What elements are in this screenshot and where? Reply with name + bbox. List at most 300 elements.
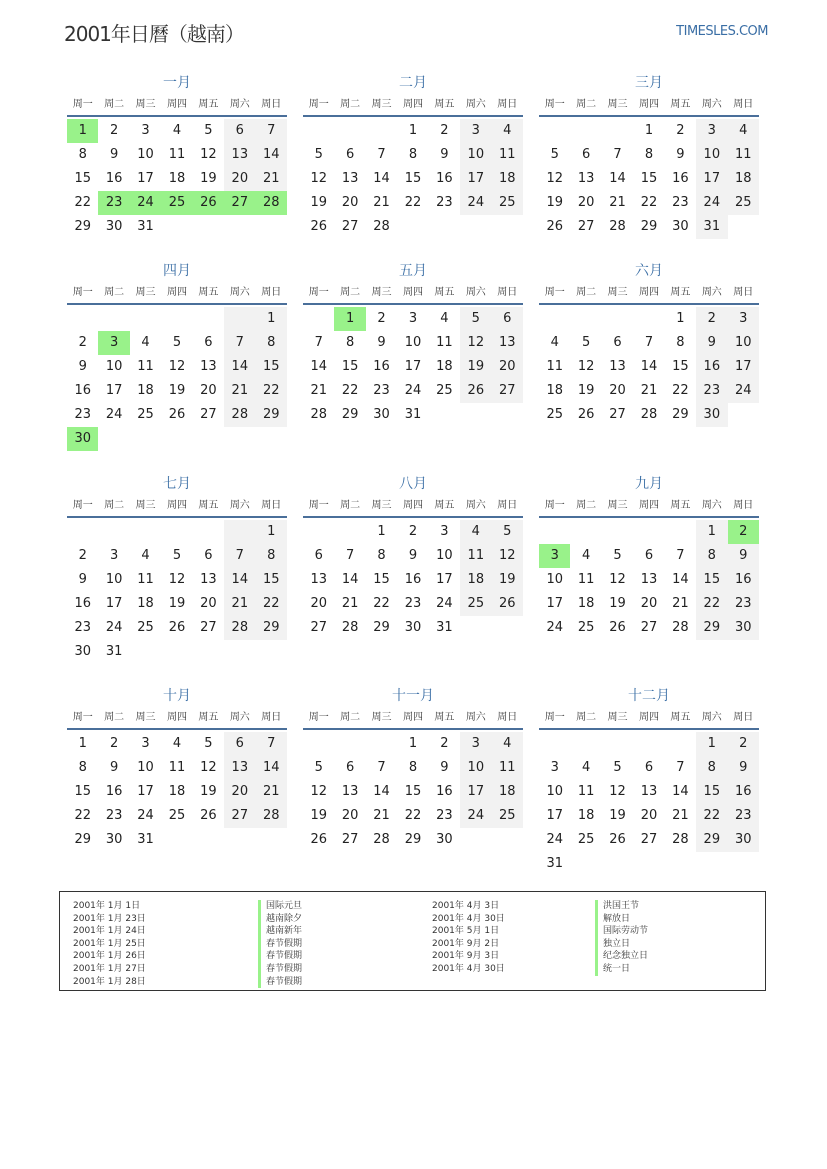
empty-cell <box>193 307 224 331</box>
weekday-label: 周六 <box>701 99 722 110</box>
month-name: 六月 <box>635 263 663 279</box>
empty-cell <box>570 732 601 756</box>
day-cell: 22 <box>373 596 390 611</box>
day-cell: 16 <box>105 784 123 799</box>
empty-cell <box>602 520 633 544</box>
month-name: 三月 <box>635 75 663 91</box>
weekday-label: 周六 <box>465 99 486 110</box>
day-cell: 5 <box>172 548 182 563</box>
day-cell: 24 <box>105 407 123 422</box>
day-cell: 25 <box>546 407 563 422</box>
legend-right-names <box>595 900 648 976</box>
empty-cell <box>161 640 192 664</box>
day-cell: 20 <box>492 355 523 379</box>
weekday-label: 周一 <box>308 99 329 110</box>
weekday-label: 周五 <box>198 99 219 110</box>
holiday-name: 独立日 <box>603 938 631 949</box>
day-cell: 4 <box>492 732 523 756</box>
weekday-label: 周四 <box>402 500 423 511</box>
day-cell: 24 <box>696 191 727 215</box>
day-cell: 4 <box>172 736 182 751</box>
empty-cell <box>67 520 98 544</box>
day-cell: 7 <box>224 331 255 355</box>
day-cell: 5 <box>581 335 591 350</box>
day-cell: 4 <box>141 548 150 563</box>
day-cell: 16 <box>74 383 91 398</box>
day-cell: 15 <box>74 784 91 799</box>
month-name: 一月 <box>163 75 191 91</box>
day-cell: 20 <box>577 195 595 210</box>
day-cell: 24 <box>105 620 123 635</box>
day-cell: 15 <box>696 568 727 592</box>
empty-cell <box>98 427 129 451</box>
day-cell: 12 <box>577 359 595 374</box>
day-cell: 9 <box>109 147 119 162</box>
day-cell: 10 <box>105 359 123 374</box>
day-cell: 3 <box>460 732 491 756</box>
day-cell: 25 <box>728 191 759 215</box>
day-cell: 30 <box>404 620 422 635</box>
day-cell: 29 <box>256 616 287 640</box>
empty-cell <box>728 215 759 239</box>
day-cell: 4 <box>581 548 591 563</box>
weekday-label: 周六 <box>465 287 486 298</box>
empty-cell <box>224 307 255 331</box>
holiday-name: 越南新年 <box>266 926 303 937</box>
empty-cell <box>460 403 491 427</box>
empty-cell <box>492 616 523 640</box>
day-cell: 10 <box>728 331 759 355</box>
month-block <box>539 72 759 260</box>
day-cell: 3 <box>98 331 129 355</box>
day-cell: 16 <box>672 171 689 186</box>
day-cell: 21 <box>373 808 390 823</box>
month-name: 四月 <box>163 263 191 279</box>
month-block <box>303 72 523 260</box>
day-grid <box>539 305 759 427</box>
empty-cell <box>224 427 255 451</box>
day-cell: 28 <box>256 804 287 828</box>
day-cell: 24 <box>436 596 453 611</box>
month-name: 七月 <box>163 476 191 492</box>
empty-cell <box>303 307 334 331</box>
page-title: 2001年日曆（越南） <box>64 22 244 46</box>
weekday-label: 周三 <box>607 500 628 511</box>
empty-cell <box>570 307 601 331</box>
day-cell: 22 <box>404 195 422 210</box>
day-cell: 26 <box>168 620 186 635</box>
weekday-label: 周日 <box>497 712 518 723</box>
day-cell: 7 <box>256 119 287 143</box>
day-cell: 14 <box>310 359 327 374</box>
weekday-label: 周三 <box>607 287 628 298</box>
holiday-name: 国际元旦 <box>266 901 303 911</box>
weekday-label: 周二 <box>340 712 361 723</box>
day-cell: 26 <box>200 808 217 823</box>
day-cell: 1 <box>67 119 98 143</box>
day-cell: 17 <box>137 784 154 799</box>
day-cell: 28 <box>672 832 689 847</box>
weekday-header <box>539 495 759 518</box>
day-cell: 25 <box>492 804 523 828</box>
day-cell: 25 <box>137 407 154 422</box>
day-cell: 10 <box>546 572 563 587</box>
empty-cell <box>539 732 570 756</box>
day-cell: 19 <box>200 171 217 186</box>
weekday-label: 周五 <box>198 712 219 723</box>
day-cell: 20 <box>341 195 359 210</box>
empty-cell <box>161 307 192 331</box>
weekday-label: 周一 <box>308 500 329 511</box>
weekday-label: 周三 <box>135 99 156 110</box>
day-cell: 6 <box>644 548 654 563</box>
day-cell: 23 <box>728 592 759 616</box>
day-cell: 22 <box>404 808 422 823</box>
month-block <box>303 473 523 685</box>
day-cell: 1 <box>256 520 287 544</box>
day-cell: 2 <box>728 732 759 756</box>
day-cell: 23 <box>373 383 390 398</box>
empty-cell <box>256 427 287 451</box>
day-cell: 25 <box>161 191 192 215</box>
weekday-label: 周三 <box>135 500 156 511</box>
weekday-label: 周六 <box>465 500 486 511</box>
weekday-label: 周五 <box>434 287 455 298</box>
day-cell: 17 <box>137 171 154 186</box>
day-grid <box>539 730 759 876</box>
day-cell: 6 <box>492 307 523 331</box>
holiday-date: 2001年 5月 1日 <box>432 926 500 937</box>
holiday-name: 解放日 <box>603 913 631 924</box>
empty-cell <box>633 852 664 876</box>
empty-cell <box>728 852 759 876</box>
empty-cell <box>193 215 224 239</box>
day-cell: 21 <box>256 780 287 804</box>
day-cell: 30 <box>67 427 98 451</box>
day-cell: 9 <box>377 335 386 350</box>
empty-cell <box>193 828 224 852</box>
day-cell: 11 <box>728 143 759 167</box>
month-block <box>303 685 523 878</box>
holiday-name: 春节假期 <box>266 976 303 987</box>
empty-cell <box>256 215 287 239</box>
day-cell: 18 <box>728 167 759 191</box>
holiday-date: 2001年 1月 25日 <box>73 938 146 949</box>
day-cell: 23 <box>728 804 759 828</box>
day-cell: 19 <box>609 596 626 611</box>
day-cell: 20 <box>200 596 217 611</box>
weekday-label: 周二 <box>104 712 125 723</box>
day-cell: 27 <box>341 832 359 847</box>
day-cell: 23 <box>672 195 689 210</box>
day-cell: 3 <box>728 307 759 331</box>
day-cell: 25 <box>577 832 595 847</box>
day-cell: 10 <box>105 572 123 587</box>
weekday-label: 周五 <box>198 500 219 511</box>
day-cell: 29 <box>640 219 658 234</box>
day-cell: 1 <box>78 736 87 751</box>
site-brand[interactable]: TIMESLES.COM <box>676 24 768 39</box>
weekday-label: 周一 <box>72 99 93 110</box>
empty-cell <box>256 828 287 852</box>
day-cell: 28 <box>640 407 658 422</box>
day-cell: 19 <box>168 596 186 611</box>
day-cell: 10 <box>696 143 727 167</box>
day-cell: 3 <box>550 760 559 775</box>
day-cell: 16 <box>74 596 91 611</box>
day-cell: 28 <box>224 403 255 427</box>
day-cell: 19 <box>460 355 491 379</box>
day-cell: 11 <box>137 572 154 587</box>
weekday-label: 周日 <box>497 99 518 110</box>
month-block <box>67 72 287 260</box>
day-cell: 7 <box>345 548 355 563</box>
weekday-label: 周三 <box>135 712 156 723</box>
day-cell: 7 <box>256 732 287 756</box>
weekday-label: 周三 <box>371 99 392 110</box>
day-cell: 10 <box>436 548 453 563</box>
weekday-label: 周四 <box>402 99 423 110</box>
weekday-header <box>67 94 287 117</box>
weekday-label: 周一 <box>544 500 565 511</box>
day-cell: 29 <box>696 828 727 852</box>
day-cell: 31 <box>105 644 123 659</box>
empty-cell <box>633 520 664 544</box>
weekday-label: 周三 <box>607 99 628 110</box>
weekday-label: 周二 <box>340 500 361 511</box>
day-cell: 20 <box>310 596 327 611</box>
empty-cell <box>602 732 633 756</box>
day-cell: 22 <box>696 592 727 616</box>
day-cell: 16 <box>728 780 759 804</box>
day-cell: 20 <box>341 808 359 823</box>
empty-cell <box>193 520 224 544</box>
day-grid <box>303 117 523 239</box>
day-cell: 22 <box>74 195 91 210</box>
day-cell: 6 <box>613 335 622 350</box>
day-cell: 14 <box>640 359 658 374</box>
empty-cell <box>303 732 334 756</box>
day-cell: 21 <box>310 383 327 398</box>
day-cell: 8 <box>644 147 654 162</box>
day-cell: 26 <box>310 832 327 847</box>
day-grid <box>67 305 287 451</box>
day-cell: 8 <box>696 756 727 780</box>
weekday-label: 周六 <box>701 712 722 723</box>
weekday-label: 周日 <box>733 500 754 511</box>
day-cell: 2 <box>78 548 87 563</box>
day-cell: 19 <box>492 568 523 592</box>
day-cell: 22 <box>341 383 359 398</box>
holiday-date: 2001年 9月 3日 <box>432 951 500 962</box>
day-cell: 14 <box>256 756 287 780</box>
empty-cell <box>256 640 287 664</box>
holiday-legend <box>59 891 766 991</box>
empty-cell <box>665 852 696 876</box>
holiday-date: 2001年 1月 28日 <box>73 976 146 987</box>
day-cell: 28 <box>341 620 359 635</box>
empty-cell <box>397 215 428 239</box>
day-cell: 13 <box>640 784 658 799</box>
day-cell: 25 <box>168 808 186 823</box>
day-cell: 21 <box>672 808 689 823</box>
weekday-label: 周二 <box>576 287 597 298</box>
day-cell: 16 <box>105 171 123 186</box>
holiday-date: 2001年 1月 26日 <box>73 951 146 962</box>
weekday-label: 周一 <box>544 99 565 110</box>
holiday-date: 2001年 4月 3日 <box>432 901 500 911</box>
day-cell: 15 <box>404 171 422 186</box>
day-cell: 26 <box>609 832 626 847</box>
empty-cell <box>460 616 491 640</box>
holiday-date: 2001年 9月 2日 <box>432 938 500 949</box>
day-cell: 19 <box>310 195 327 210</box>
day-cell: 1 <box>676 311 685 326</box>
weekday-label: 周五 <box>434 99 455 110</box>
empty-cell <box>161 215 192 239</box>
day-cell: 16 <box>436 171 453 186</box>
day-cell: 18 <box>460 568 491 592</box>
day-cell: 1 <box>696 732 727 756</box>
weekday-header <box>67 707 287 730</box>
day-cell: 25 <box>436 383 453 398</box>
day-cell: 15 <box>404 784 422 799</box>
empty-cell <box>539 520 570 544</box>
day-cell: 9 <box>696 331 727 355</box>
empty-cell <box>366 732 397 756</box>
weekday-label: 周四 <box>638 287 659 298</box>
day-cell: 10 <box>404 335 422 350</box>
day-cell: 28 <box>310 407 327 422</box>
day-cell: 30 <box>696 403 727 427</box>
weekday-label: 周日 <box>261 287 282 298</box>
weekday-label: 周四 <box>402 287 423 298</box>
weekday-label: 周一 <box>544 712 565 723</box>
day-cell: 18 <box>168 171 186 186</box>
day-cell: 11 <box>168 760 186 775</box>
day-grid <box>303 730 523 852</box>
day-cell: 29 <box>672 407 689 422</box>
day-cell: 25 <box>492 191 523 215</box>
empty-cell <box>633 307 664 331</box>
day-cell: 13 <box>200 572 217 587</box>
day-cell: 3 <box>141 123 150 138</box>
day-cell: 3 <box>460 119 491 143</box>
day-cell: 8 <box>696 544 727 568</box>
day-cell: 11 <box>460 544 491 568</box>
day-cell: 8 <box>345 335 355 350</box>
weekday-label: 周二 <box>340 99 361 110</box>
day-cell: 24 <box>404 383 422 398</box>
empty-cell <box>303 119 334 143</box>
weekday-label: 周五 <box>670 712 691 723</box>
day-cell: 16 <box>728 568 759 592</box>
day-cell: 27 <box>492 379 523 403</box>
day-cell: 26 <box>168 407 186 422</box>
day-cell: 4 <box>492 119 523 143</box>
legend-right-dates <box>432 900 505 976</box>
day-cell: 14 <box>609 171 626 186</box>
weekday-label: 周三 <box>607 712 628 723</box>
weekday-label: 周二 <box>576 712 597 723</box>
day-cell: 13 <box>224 143 255 167</box>
day-cell: 20 <box>224 167 255 191</box>
weekday-header <box>539 707 759 730</box>
day-cell: 27 <box>341 219 359 234</box>
day-cell: 30 <box>728 616 759 640</box>
day-cell: 16 <box>436 784 453 799</box>
day-cell: 2 <box>676 123 685 138</box>
holiday-date: 2001年 1月 23日 <box>73 913 146 924</box>
day-cell: 15 <box>256 355 287 379</box>
day-cell: 21 <box>224 379 255 403</box>
day-cell: 30 <box>672 219 689 234</box>
weekday-label: 周五 <box>670 500 691 511</box>
day-cell: 14 <box>256 143 287 167</box>
empty-cell <box>366 119 397 143</box>
weekday-label: 周五 <box>670 99 691 110</box>
day-cell: 7 <box>644 335 654 350</box>
day-cell: 22 <box>256 379 287 403</box>
day-cell: 27 <box>609 407 626 422</box>
day-cell: 8 <box>256 331 287 355</box>
empty-cell <box>130 520 161 544</box>
day-cell: 27 <box>577 219 595 234</box>
day-cell: 15 <box>672 359 689 374</box>
day-cell: 15 <box>640 171 658 186</box>
day-cell: 12 <box>492 544 523 568</box>
day-cell: 17 <box>546 808 563 823</box>
day-cell: 22 <box>256 592 287 616</box>
day-cell: 30 <box>373 407 390 422</box>
day-cell: 19 <box>546 195 563 210</box>
empty-cell <box>193 640 224 664</box>
day-cell: 13 <box>341 171 359 186</box>
day-cell: 7 <box>314 335 323 350</box>
month-block <box>67 260 287 473</box>
day-cell: 21 <box>609 195 626 210</box>
empty-cell <box>161 828 192 852</box>
day-cell: 15 <box>74 171 91 186</box>
day-cell: 28 <box>373 832 390 847</box>
day-cell: 12 <box>310 784 327 799</box>
day-cell: 15 <box>696 780 727 804</box>
day-cell: 4 <box>141 335 150 350</box>
day-cell: 7 <box>676 760 685 775</box>
day-cell: 27 <box>310 620 327 635</box>
day-cell: 19 <box>200 784 217 799</box>
day-cell: 8 <box>256 544 287 568</box>
empty-cell <box>460 215 491 239</box>
day-cell: 5 <box>613 760 622 775</box>
weekday-label: 周日 <box>261 99 282 110</box>
day-cell: 26 <box>546 219 563 234</box>
day-cell: 25 <box>460 592 491 616</box>
weekday-label: 周一 <box>72 287 93 298</box>
weekday-label: 周六 <box>229 99 250 110</box>
day-cell: 27 <box>224 804 255 828</box>
day-grid <box>303 518 523 640</box>
day-cell: 12 <box>200 147 217 162</box>
day-cell: 15 <box>256 568 287 592</box>
empty-cell <box>334 119 365 143</box>
day-cell: 17 <box>460 780 491 804</box>
empty-cell <box>161 520 192 544</box>
day-cell: 19 <box>609 808 626 823</box>
empty-cell <box>539 307 570 331</box>
day-cell: 26 <box>609 620 626 635</box>
day-cell: 7 <box>377 147 386 162</box>
